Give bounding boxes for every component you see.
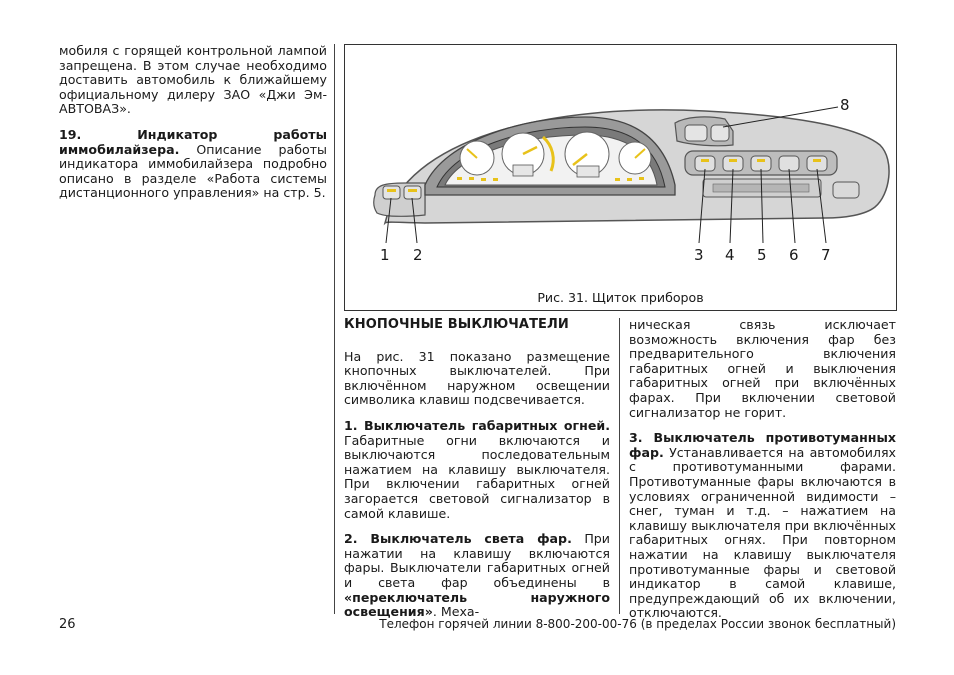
item-1-title: 1. Выключатель габаритных огней.	[344, 417, 610, 433]
middle-column	[344, 318, 610, 631]
continued-paragraph: мобиля с горящей контрольной лампой запрещена. В этом случае необходимо доставить автомобиль к ближайшему официальному дилеру ЗАО «Джи Эм-АВТОВАЗ».	[59, 43, 327, 117]
item-2-text-b: . Меха-	[432, 604, 480, 620]
figure-caption: Рис. 31. Щиток приборов	[537, 290, 704, 305]
section-heading: КНОПОЧНЫЕ ВЫКЛЮЧАТЕЛИ	[344, 317, 569, 332]
item-2-title: 2. Выключатель света фар.	[344, 531, 572, 547]
callout-8: 8	[840, 96, 850, 114]
callout-5: 5	[757, 246, 767, 264]
item-1	[344, 419, 610, 521]
item-3-text: Устанавливается на автомобилях с противотуманными фарами. Противотуманные фары включаются в условиях ограниченной видимости – снег, туман и т.д. – нажатием на клавишу выключателя при включённых габаритных огнях. При повторном нажатии на клавишу выключателя противотуманные фары и световой индикатор в самой клавише, предупреждающий об их включении, отключаются.	[629, 444, 896, 621]
item-2-bold: «переключатель наружного освещения»	[344, 589, 610, 620]
left-column	[59, 44, 327, 212]
callout-1: 1	[380, 246, 390, 264]
item-2	[344, 532, 610, 620]
item-19	[59, 128, 327, 201]
item-19-text: Описание работы индикатора иммобилайзера подробно описано в разделе «Работа системы дистанционного управления» на стр. 5.	[59, 141, 327, 201]
intro-paragraph: На рис. 31 показано размещение кнопочных выключателей. При включённом наружном освещении символика клавиш подсвечивается.	[344, 348, 610, 408]
item-3	[629, 431, 896, 621]
callout-6: 6	[789, 246, 799, 264]
callout-2: 2	[413, 246, 423, 264]
footer-hotline: Телефон горячей линии 8-800-200-00-76 (в пределах России звонок бесплатный)	[379, 617, 896, 631]
continued-paragraph-right: ническая связь исключает возможность включения фар без предварительного включения габаритных огней и выключения габаритных огней при включённых фарах. При включении световой сигнализатор не горит.	[629, 317, 896, 420]
instrument-panel-figure	[344, 44, 897, 311]
callout-4: 4	[725, 246, 735, 264]
callout-3: 3	[694, 246, 704, 264]
right-column	[629, 318, 896, 632]
item-2-text-a: При нажатии на клавишу включаются фары. Выключатели габаритных огней и света фар объединены в	[344, 531, 610, 590]
item-1-text: Габаритные огни включаются и выключаются последовательным нажатием на клавишу выключателя. При включении габаритных огней загорается световой сигнализатор в самой клавише.	[344, 432, 610, 521]
column-divider-left	[334, 44, 335, 614]
item-3-title: 3. Выключатель противотуманных фар.	[629, 430, 896, 460]
instrument-panel-illustration	[345, 45, 898, 312]
item-19-title: 19. Индикатор работы иммобилайзера.	[59, 126, 327, 157]
column-divider-mid	[619, 318, 620, 614]
page-number: 26	[59, 617, 76, 632]
callout-7: 7	[821, 246, 831, 264]
